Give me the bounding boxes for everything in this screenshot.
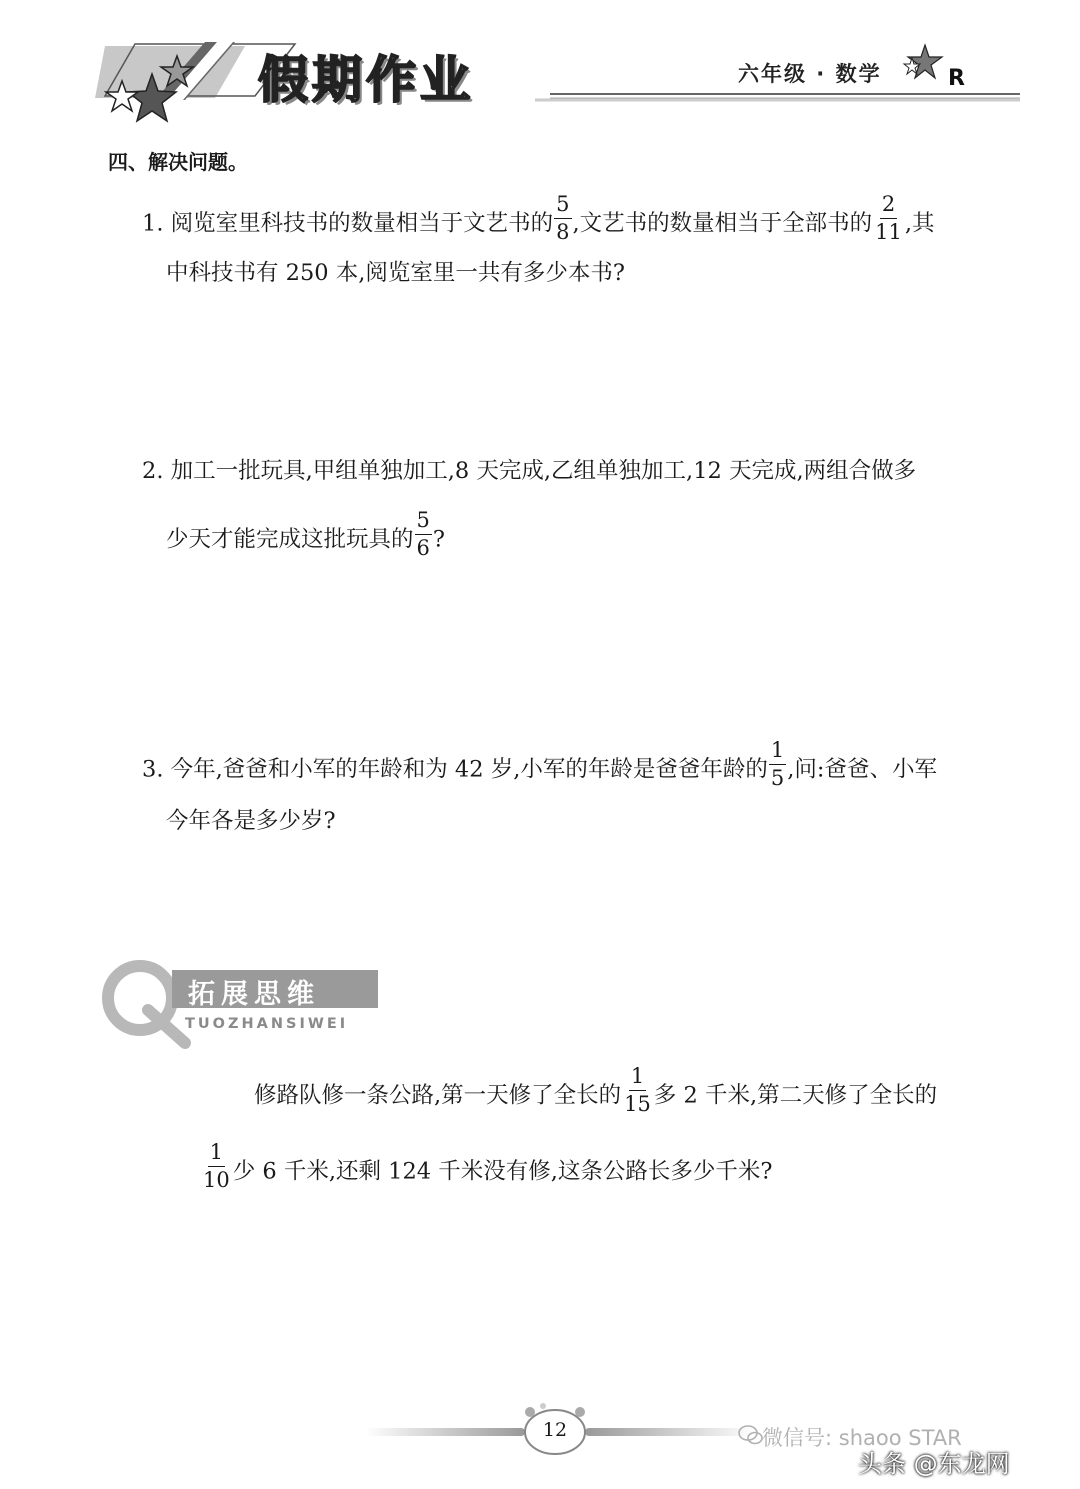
question-text: 多 2 千米,第二天修了全长的 xyxy=(653,1082,938,1109)
extension-title: 拓展思维 xyxy=(188,979,320,1010)
fraction-numerator: 5 xyxy=(554,194,571,219)
small-star-icon xyxy=(900,40,950,90)
section-heading: 四、解决问题。 xyxy=(108,150,248,174)
question-2-line-1 xyxy=(142,456,916,486)
fraction-numerator: 1 xyxy=(629,1066,646,1091)
extension-question-line-2 xyxy=(200,1140,773,1197)
question-1-line-2: 中科技书有 250 本,阅览室里一共有多少本书? xyxy=(166,260,625,286)
page-number: 12 xyxy=(542,1419,568,1441)
question-number: 2. xyxy=(142,458,164,484)
fraction-denominator: 6 xyxy=(416,536,430,560)
fraction-numerator: 5 xyxy=(415,510,432,535)
question-text: 少 6 千米,还剩 124 千米没有修,这条公路长多少千米? xyxy=(232,1158,773,1185)
question-2-line-2 xyxy=(166,508,445,565)
edition-badge: R xyxy=(948,66,965,91)
fraction xyxy=(769,740,786,789)
wechat-watermark: 微信号: shaoo STAR xyxy=(762,1426,962,1450)
question-text: ? xyxy=(432,526,445,553)
question-3-line-2: 今年各是多少岁? xyxy=(166,808,336,834)
fraction-numerator: 1 xyxy=(208,1142,225,1167)
fraction-numerator: 1 xyxy=(769,740,786,765)
question-text: 少天才能完成这批玩具的 xyxy=(166,526,414,553)
question-text: ,问:爸爸、小军 xyxy=(787,756,937,783)
page-title: 假期作业 xyxy=(258,51,474,109)
question-3-line-1 xyxy=(142,738,937,795)
toutiao-watermark: 头条 @东龙网 xyxy=(858,1450,1010,1478)
fraction xyxy=(873,194,904,243)
extension-subtitle: TUOZHANSIWEI xyxy=(185,1016,349,1032)
question-text: 阅览室里科技书的数量相当于文艺书的 xyxy=(170,210,554,237)
fraction-denominator: 5 xyxy=(770,766,785,790)
question-text: 加工一批玩具,甲组单独加工,8 天完成,乙组单独加工,12 天完成,两组合做多 xyxy=(170,458,917,484)
fraction-denominator: 11 xyxy=(875,220,902,244)
fraction xyxy=(622,1066,653,1115)
question-number: 3. xyxy=(142,756,164,783)
question-text: ,其 xyxy=(904,210,935,237)
fraction-numerator: 2 xyxy=(880,194,897,219)
header-banner xyxy=(95,38,1025,148)
extension-question-line-1 xyxy=(254,1064,938,1121)
fraction-denominator: 10 xyxy=(203,1168,230,1192)
fraction xyxy=(415,510,432,559)
question-1-line-1 xyxy=(142,192,935,249)
question-text: ,文艺书的数量相当于全部书的 xyxy=(572,210,873,237)
question-text: 今年,爸爸和小军的年龄和为 42 岁,小军的年龄是爸爸年龄的 xyxy=(170,756,768,783)
fraction xyxy=(201,1142,232,1191)
fraction-denominator: 15 xyxy=(624,1092,651,1116)
wechat-icon xyxy=(738,1422,764,1448)
fraction xyxy=(554,194,571,243)
question-number: 1. xyxy=(142,210,164,237)
fraction-denominator: 8 xyxy=(556,220,570,244)
question-text: 修路队修一条公路,第一天修了全长的 xyxy=(254,1082,622,1109)
star-icon xyxy=(92,36,212,136)
grade-subject-label: 六年级 · 数学 xyxy=(738,62,882,86)
